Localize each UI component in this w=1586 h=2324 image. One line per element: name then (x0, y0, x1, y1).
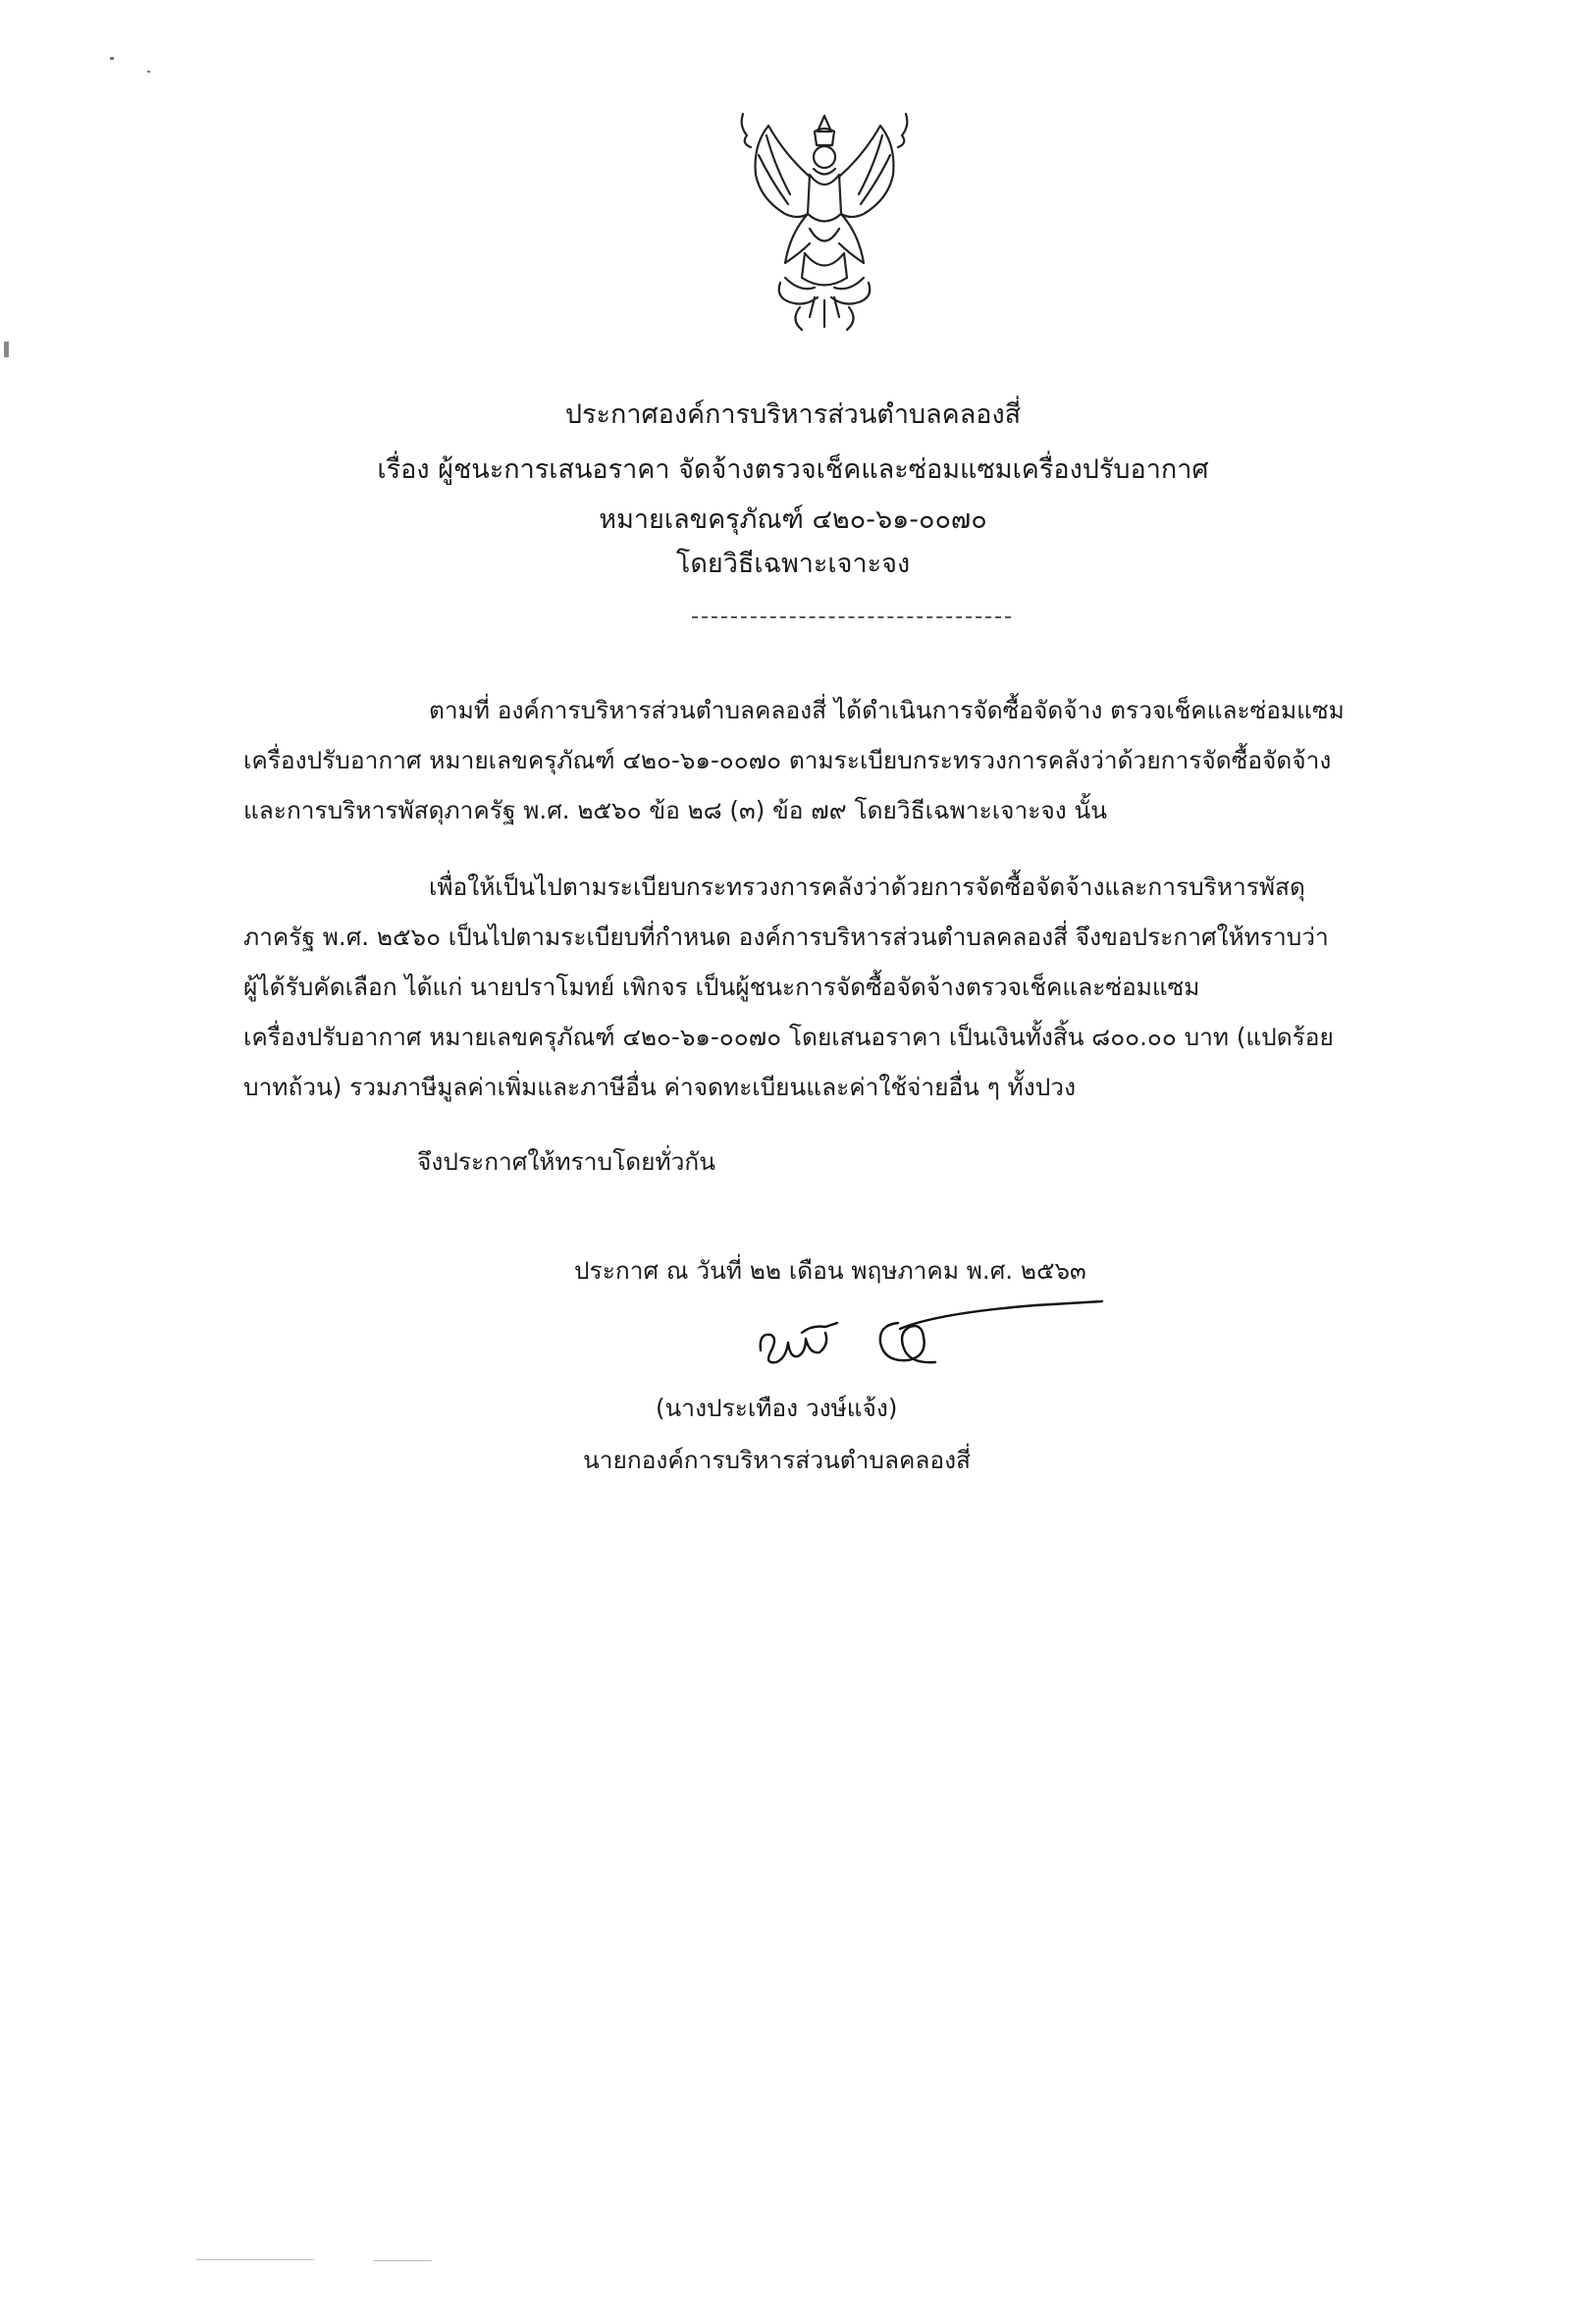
scan-edge-mark (196, 2259, 314, 2260)
paragraph-1-line: ตามที่ องค์การบริหารส่วนตำบลคลองสี่ ได้ดำเนินการจัดซื้อจัดจ้าง ตรวจเช็คและซ่อมแซม (429, 696, 1345, 724)
scan-edge-mark (4, 342, 9, 357)
signature-image (741, 1294, 1114, 1382)
closing-statement: จึงประกาศให้ทราบโดยทั่วกัน (417, 1147, 715, 1176)
signer-name: (นางประเทือง วงษ์แจ้ง) (656, 1394, 898, 1422)
procurement-method: โดยวิธีเฉพาะเจาะจง (675, 549, 911, 579)
scan-speck (147, 71, 150, 73)
header-divider (692, 616, 1011, 618)
announcement-date: ประกาศ ณ วันที่ ๒๒ เดือน พฤษภาคม พ.ศ. ๒๕๖๓ (574, 1256, 1086, 1285)
paragraph-2-line: ภาครัฐ พ.ศ. ๒๕๖๐ เป็นไปตามระเบียบที่กำหนด องค์การบริหารส่วนตำบลคลองสี่ จึงขอประกาศให้ทราบว่า (243, 923, 1329, 951)
paragraph-1-line: และการบริหารพัสดุภาครัฐ พ.ศ. ๒๕๖๐ ข้อ ๒๘ (๓) ข้อ ๗๙ โดยวิธีเฉพาะเจาะจง นั้น (243, 796, 1107, 824)
signer-title: นายกองค์การบริหารส่วนตำบลคลองสี่ (583, 1446, 972, 1474)
paragraph-1-line: เครื่องปรับอากาศ หมายเลขครุภัณฑ์ ๔๒๐-๖๑-๐๐๗๐ ตามระเบียบกระทรวงการคลังว่าด้วยการจัดซื้อจัดจ้าง (243, 746, 1332, 774)
paragraph-2-line: บาทถ้วน) รวมภาษีมูลค่าเพิ่มและภาษีอื่น ค่าจดทะเบียนและค่าใช้จ่ายอื่น ๆ ทั้งปวง (243, 1073, 1077, 1101)
announcement-subject: เรื่อง ผู้ชนะการเสนอราคา จัดจ้างตรวจเช็คและซ่อมแซมเครื่องปรับอากาศ (377, 454, 1209, 485)
paragraph-2-line: ผู้ได้รับคัดเลือก ได้แก่ นายปราโมทย์ เพิกจร เป็นผู้ชนะการจัดซื้อจัดจ้างตรวจเช็คและซ่อมแซม (243, 973, 1200, 1001)
announcement-title: ประกาศองค์การบริหารส่วนตำบลคลองสี่ (564, 399, 1022, 430)
scan-speck (110, 57, 114, 60)
garuda-emblem-icon (731, 106, 918, 342)
scan-edge-mark (373, 2260, 432, 2261)
paragraph-2-line: เครื่องปรับอากาศ หมายเลขครุภัณฑ์ ๔๒๐-๖๑-๐๐๗๐ โดยเสนอราคา เป็นเงินทั้งสิ้น ๘๐๐.๐๐ บาท (แปดร้อย (243, 1023, 1334, 1051)
asset-number: หมายเลขครุภัณฑ์ ๔๒๐-๖๑-๐๐๗๐ (599, 504, 987, 535)
paragraph-2-line: เพื่อให้เป็นไปตามระเบียบกระทรวงการคลังว่าด้วยการจัดซื้อจัดจ้างและการบริหารพัสดุ (429, 872, 1305, 901)
